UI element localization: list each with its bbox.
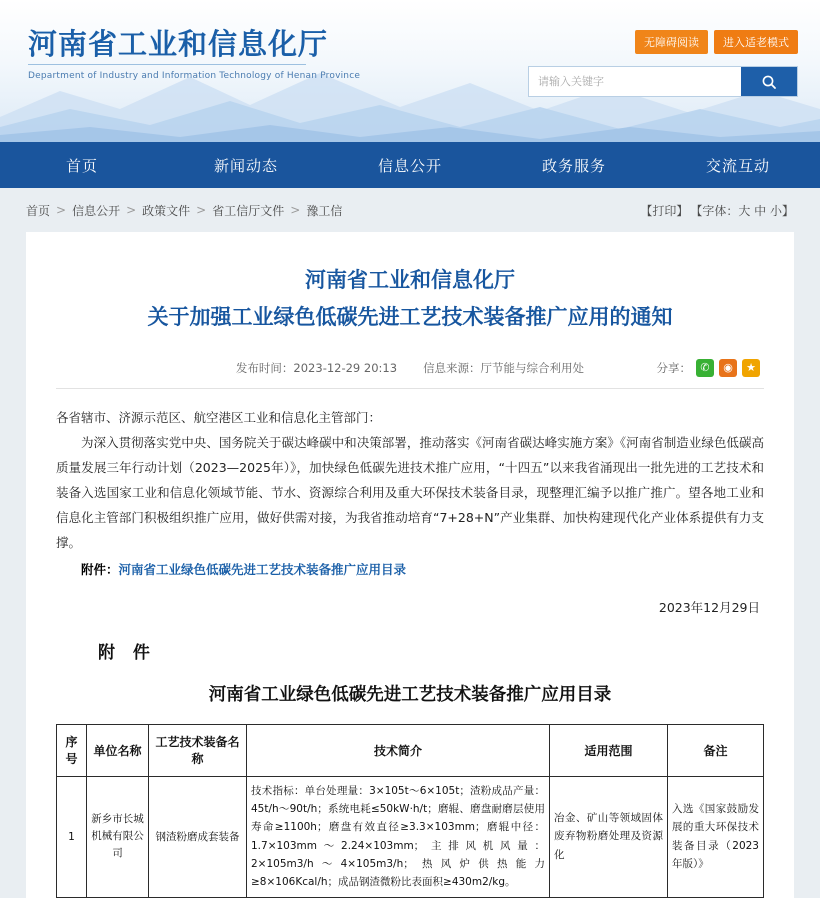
sign-date: 2023年12月29日: [658, 599, 760, 615]
header-buttons: [528, 30, 798, 54]
site-logo[interactable]: [28, 27, 361, 81]
weibo-icon[interactable]: ◉: [719, 359, 737, 377]
attachment-label: 附件：: [81, 561, 119, 577]
site-logo-title: 河南省工业和信息化厅: [28, 27, 329, 61]
nav-item-interaction[interactable]: 交流互动: [705, 156, 770, 175]
page-title-line2: 关于加强工业绿色低碳先进工艺技术装备推广应用的通知: [147, 304, 673, 329]
table-header-row: [57, 724, 764, 776]
nav-item-home[interactable]: 首页: [65, 156, 98, 175]
table-header-index: 序号: [57, 724, 87, 776]
article-paragraph-1: 为深入贯彻落实党中央、国务院关于碳达峰碳中和决策部署，推动落实《河南省碳达峰实施方案》《河南省制造业绿色低碳高质量发展三年行动计划（2023—2025年）》，加快绿色低碳先进技术推广应用，“十四五”以来我省涌现出一批先进的工艺技术和装备入选国家工业和信息化领域节能、节水、资源综合利用及重大环保技术装备目录，现整理汇编予以推广推广。望各地工业和信息化主管部门积极组织推广应用，做好供需对接，为我省推动培育“7+28+N”产业集群、加快构建现代化产业体系提供有力支撑。: [56, 434, 764, 550]
nav-item-news[interactable]: 新闻动态: [213, 156, 278, 175]
search-button[interactable]: [741, 67, 797, 96]
search-input[interactable]: [529, 67, 741, 96]
meta-divider: [56, 388, 764, 389]
header-right: [528, 30, 798, 97]
wechat-icon[interactable]: ✆: [696, 359, 714, 377]
breadcrumb: [26, 202, 342, 219]
accessibility-button[interactable]: 无障碍阅读: [635, 30, 708, 54]
attachment-line: [56, 557, 764, 582]
favorite-star-icon[interactable]: ★: [742, 359, 760, 377]
breadcrumb-item-2[interactable]: 政策文件: [142, 203, 191, 218]
publish-time: 发布时间：2023-12-29 20:13: [235, 360, 398, 375]
breadcrumb-separator: >: [126, 203, 137, 217]
page-title: [56, 258, 764, 336]
logo-divider: [28, 64, 306, 65]
attachment-heading: 附 件: [98, 642, 156, 663]
nav-item-services[interactable]: 政务服务: [541, 156, 606, 175]
article-paragraph-0: 各省辖市、济源示范区、航空港区工业和信息化主管部门：: [56, 409, 382, 425]
search-bar: [528, 66, 798, 97]
font-size-control[interactable]: 【字体：大 中 小】: [690, 203, 794, 218]
cell-note: 入选《国家鼓励发展的重大环保技术装备目录（2023年版）》: [668, 776, 764, 897]
site-header: [0, 0, 820, 142]
breadcrumb-bar: [0, 188, 820, 232]
share-label: 分享：: [656, 360, 691, 375]
share-group: [657, 359, 761, 377]
breadcrumb-item-1[interactable]: 信息公开: [72, 203, 121, 218]
elder-mode-button[interactable]: 进入适老模式: [714, 30, 798, 54]
cell-index: 1: [57, 776, 87, 897]
page-tools: [640, 202, 794, 219]
breadcrumb-separator: >: [196, 203, 207, 217]
main-nav: [0, 142, 820, 188]
table-header-note: 备注: [668, 724, 764, 776]
cell-unit: 新乡市长城机械有限公司: [87, 776, 149, 897]
breadcrumb-item-0[interactable]: 首页: [26, 203, 51, 218]
page-title-line1: 河南省工业和信息化厅: [305, 268, 515, 292]
search-icon: [761, 74, 777, 90]
table-header-desc: 技术简介: [247, 724, 550, 776]
site-logo-subtitle: Department of Industry and Information Technology of Henan Province: [28, 71, 361, 81]
table-header-name: 工艺技术装备名称: [149, 724, 247, 776]
print-button[interactable]: 【打印】: [640, 203, 689, 218]
cell-name: 钢渣粉磨成套装备: [149, 776, 247, 897]
article-container: [26, 232, 794, 898]
breadcrumb-item-3[interactable]: 省工信厅文件: [212, 203, 285, 218]
table-row: [57, 776, 764, 897]
breadcrumb-separator: >: [56, 203, 67, 217]
article-body: [56, 405, 764, 555]
cell-description: 技术指标：单台处理量：3×105t～6×105t；渣粉成品产量：45t/h～90t/h；系统电耗≤50kW·h/t；磨辊、磨盘耐磨层使用寿命≥1100h；磨盘有效直径≥3.3×103mm；磨辊中径：1.7×103mm～2.24×103mm；主排风机风量：2×105m3/h～4×105m3/h；热风炉供热能力≥8×106Kcal/h；成品钢渣微粉比表面积≥430m2/kg。: [247, 776, 550, 897]
table-header-unit: 单位名称: [87, 724, 149, 776]
catalog-title: 河南省工业绿色低碳先进工艺技术装备推广应用目录: [208, 684, 612, 705]
cell-scope: 冶金、矿山等领域固体废弃物粉磨处理及资源化: [550, 776, 668, 897]
breadcrumb-separator: >: [290, 203, 301, 217]
catalog-table: [56, 724, 764, 898]
article-meta: [56, 360, 764, 376]
article-source: 信息来源：厅节能与综合利用处: [423, 360, 585, 375]
nav-item-disclosure[interactable]: 信息公开: [377, 156, 442, 175]
table-header-scope: 适用范围: [550, 724, 668, 776]
attachment-link[interactable]: 河南省工业绿色低碳先进工艺技术装备推广应用目录: [118, 561, 407, 577]
breadcrumb-item-4[interactable]: 豫工信: [306, 203, 343, 218]
